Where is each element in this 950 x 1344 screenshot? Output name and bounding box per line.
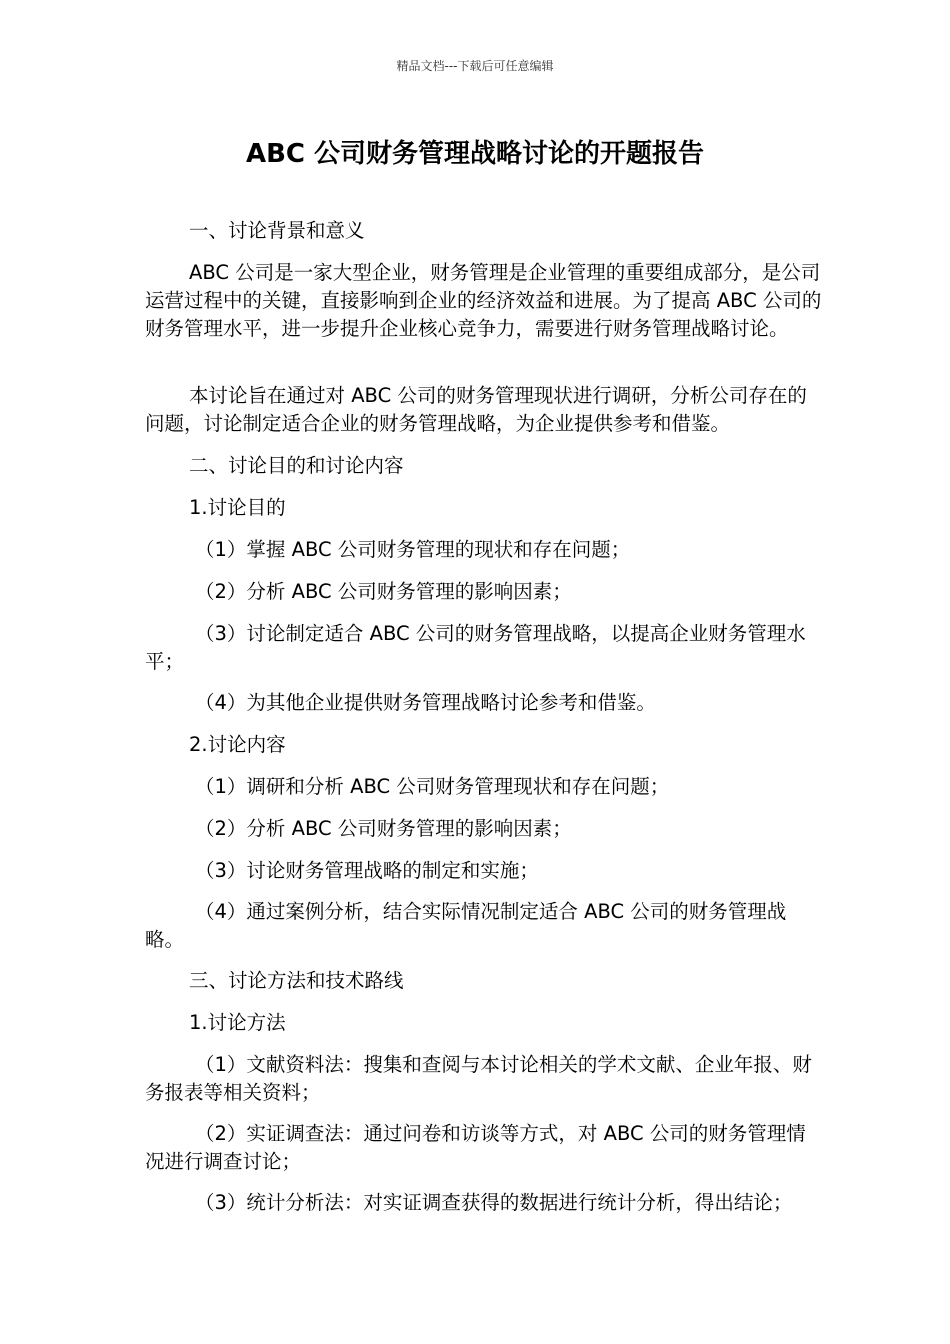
method-item: （3）统计分析法：对实证调查获得的数据进行统计分析，得出结论； [195,1191,793,1214]
subheading-content: 2.讨论内容 [189,733,286,756]
section-heading-objectives: 二、讨论目的和讨论内容 [189,454,404,477]
subheading-methods: 1.讨论方法 [189,1011,286,1034]
document-title: ABC 公司财务管理战略讨论的开题报告 [245,139,705,169]
section-heading-background: 一、讨论背景和意义 [189,219,365,242]
method-item: （2）实证调查法：通过问卷和访谈等方式，对 ABC 公司的财务管理情况进行调查讨论； [145,1122,806,1173]
paragraph-background: ABC 公司是一家大型企业，财务管理是企业管理的重要组成部分，是公司运营过程中的关键，直接影响到企业的经济效益和进展。为了提高 ABC 公司的财务管理水平，进一步提升企业核心竞争力，需要进行财务管理战略讨论。 [145,261,822,340]
subheading-objectives: 1.讨论目的 [189,496,286,519]
content-item: （2）分析 ABC 公司财务管理的影响因素； [195,817,572,840]
objective-item: （1）掌握 ABC 公司财务管理的现状和存在问题； [195,538,631,561]
section-heading-methods: 三、讨论方法和技术路线 [189,969,404,992]
header-note: 精品文档---下载后可任意编辑 [396,59,554,73]
content-item: （1）调研和分析 ABC 公司财务管理现状和存在问题； [195,775,670,798]
objective-item: （3）讨论制定适合 ABC 公司的财务管理战略，以提高企业财务管理水平； [145,622,806,673]
objective-item: （2）分析 ABC 公司财务管理的影响因素； [195,580,572,603]
content-item: （3）讨论财务管理战略的制定和实施； [195,859,539,882]
content-item: （4）通过案例分析，结合实际情况制定适合 ABC 公司的财务管理战略。 [145,900,787,951]
method-item: （1）文献资料法：搜集和查阅与本讨论相关的学术文献、企业年报、财务报表等相关资料； [145,1053,812,1104]
objective-item: （4）为其他企业提供财务管理战略讨论参考和借鉴。 [195,691,656,714]
paragraph-purpose: 本讨论旨在通过对 ABC 公司的财务管理现状进行调研，分析公司存在的问题，讨论制定适合企业的财务管理战略，为企业提供参考和借鉴。 [145,384,807,435]
